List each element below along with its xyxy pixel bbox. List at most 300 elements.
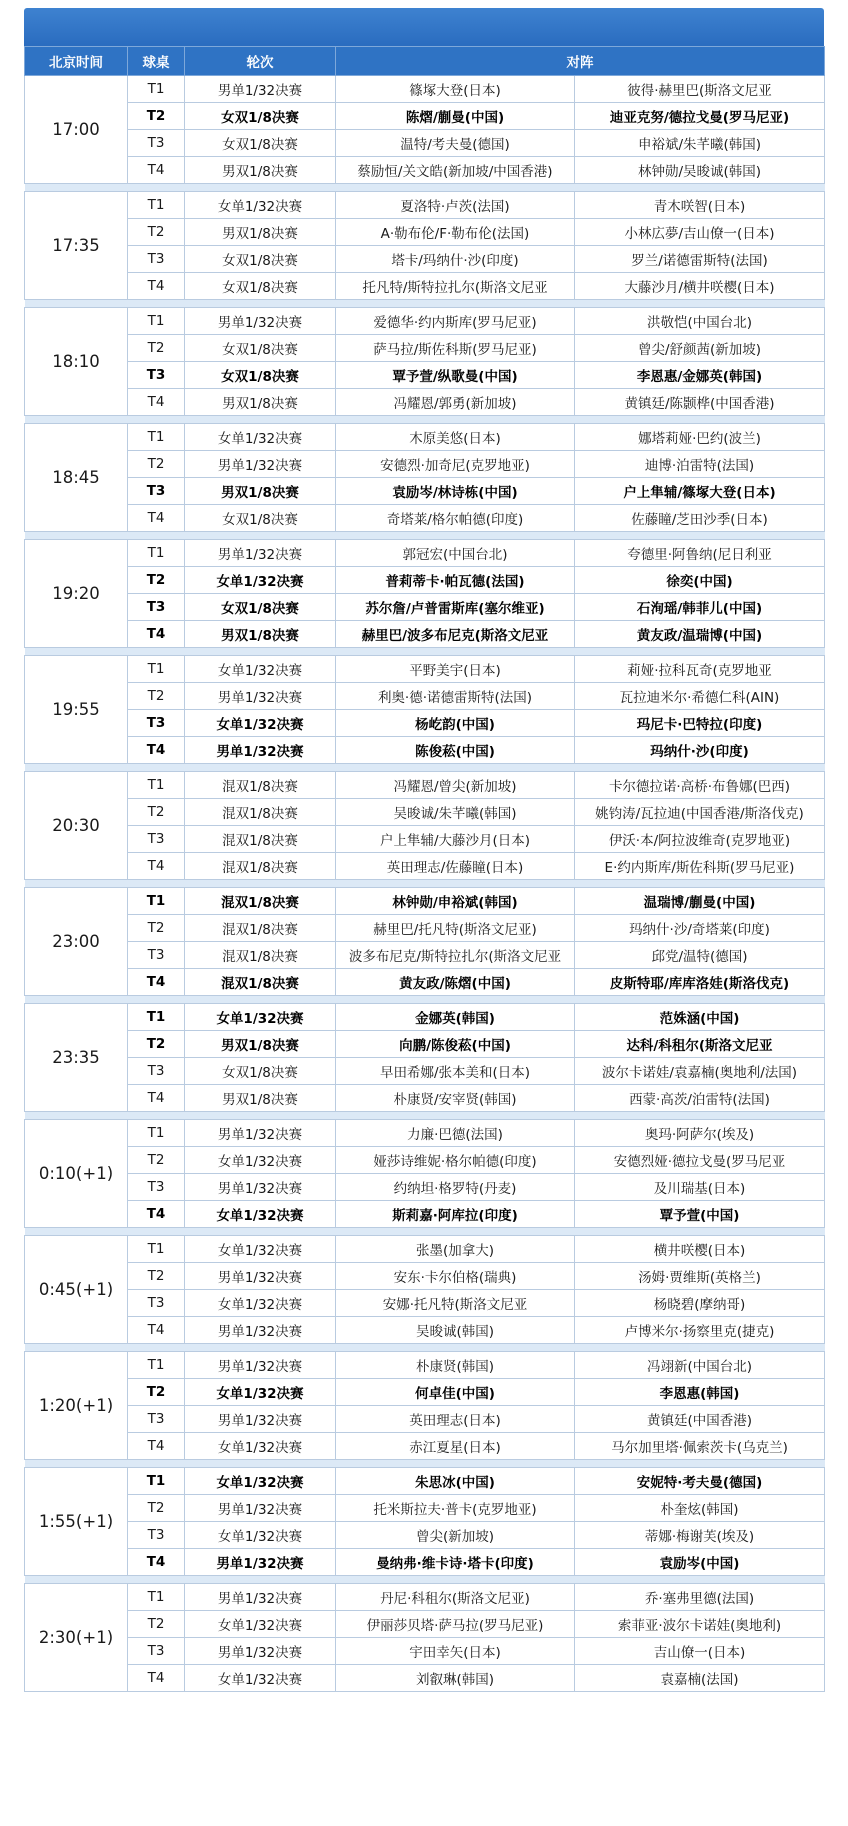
match-row: [25, 853, 825, 880]
player1-cell: 利奥·德·诺德雷斯特(法国): [336, 683, 575, 710]
time-slot: 19:20: [25, 540, 128, 648]
player2-cell: 玛纳什·沙(印度): [575, 737, 825, 764]
player1-cell: 爱德华·约内斯库(罗马尼亚): [336, 308, 575, 335]
player1-cell: 安东·卡尔伯格(瑞典): [336, 1263, 575, 1290]
table-cell: T3: [128, 362, 185, 389]
time-slot: 23:00: [25, 888, 128, 996]
table-cell: T2: [128, 1031, 185, 1058]
round-cell: 男单1/32决赛: [185, 1406, 336, 1433]
match-row: [25, 1174, 825, 1201]
player1-cell: 赫里巴/托凡特(斯洛文尼亚): [336, 915, 575, 942]
match-row: [25, 478, 825, 505]
table-cell: T3: [128, 1638, 185, 1665]
player2-cell: 大藤沙月/横井咲樱(日本): [575, 273, 825, 300]
player2-cell: 冯翊新(中国台北): [575, 1352, 825, 1379]
time-slot: 19:55: [25, 656, 128, 764]
time-slot: 1:55(+1): [25, 1468, 128, 1576]
player2-cell: 索菲亚·波尔卡诺娃(奥地利): [575, 1611, 825, 1638]
time-slot: 2:30(+1): [25, 1584, 128, 1692]
match-row: [25, 1638, 825, 1665]
player2-cell: 玛纳什·沙/奇塔莱(印度): [575, 915, 825, 942]
player2-cell: 娜塔莉娅·巴约(波兰): [575, 424, 825, 451]
block-divider: [25, 300, 825, 308]
schedule-table: [24, 46, 825, 1692]
match-row: [25, 219, 825, 246]
block-divider: [25, 532, 825, 540]
time-slot: 0:45(+1): [25, 1236, 128, 1344]
match-row: [25, 103, 825, 130]
player1-cell: 早田希娜/张本美和(日本): [336, 1058, 575, 1085]
match-row: [25, 308, 825, 335]
table-cell: T1: [128, 308, 185, 335]
table-cell: T3: [128, 710, 185, 737]
player1-cell: 波多布尼克/斯特拉扎尔(斯洛文尼亚: [336, 942, 575, 969]
match-row: [25, 451, 825, 478]
table-cell: T2: [128, 335, 185, 362]
match-row: [25, 1031, 825, 1058]
player1-cell: 朴康贤(韩国): [336, 1352, 575, 1379]
round-cell: 男单1/32决赛: [185, 1549, 336, 1576]
match-row: [25, 1379, 825, 1406]
round-cell: 男单1/32决赛: [185, 683, 336, 710]
round-cell: 女单1/32决赛: [185, 1147, 336, 1174]
table-cell: T3: [128, 594, 185, 621]
player2-cell: 卡尔德拉诺·高桥·布鲁娜(巴西): [575, 772, 825, 799]
round-cell: 女双1/8决赛: [185, 273, 336, 300]
round-cell: 女单1/32决赛: [185, 710, 336, 737]
match-row: [25, 915, 825, 942]
player2-cell: 李恩惠(韩国): [575, 1379, 825, 1406]
round-cell: 混双1/8决赛: [185, 888, 336, 915]
round-cell: 女单1/32决赛: [185, 1290, 336, 1317]
round-cell: 女单1/32决赛: [185, 1522, 336, 1549]
player2-cell: 罗兰/诺德雷斯特(法国): [575, 246, 825, 273]
table-cell: T1: [128, 1352, 185, 1379]
player1-cell: 陈熠/蒯曼(中国): [336, 103, 575, 130]
match-row: [25, 273, 825, 300]
match-row: [25, 1433, 825, 1460]
block-divider: [25, 1344, 825, 1352]
table-cell: T3: [128, 826, 185, 853]
table-cell: T1: [128, 1004, 185, 1031]
player1-cell: 塔卡/玛纳什·沙(印度): [336, 246, 575, 273]
player1-cell: 安娜·托凡特(斯洛文尼亚: [336, 1290, 575, 1317]
player1-cell: 斯莉嘉·阿库拉(印度): [336, 1201, 575, 1228]
table-cell: T4: [128, 273, 185, 300]
table-cell: T2: [128, 1379, 185, 1406]
player1-cell: 宇田幸矢(日本): [336, 1638, 575, 1665]
round-cell: 混双1/8决赛: [185, 915, 336, 942]
player1-cell: 陈俊菘(中国): [336, 737, 575, 764]
header-row: [25, 47, 825, 76]
player1-cell: 温特/考夫曼(德国): [336, 130, 575, 157]
match-row: [25, 1611, 825, 1638]
round-cell: 男单1/32决赛: [185, 1638, 336, 1665]
player1-cell: 苏尔詹/卢普雷斯库(塞尔维亚): [336, 594, 575, 621]
table-cell: T3: [128, 1406, 185, 1433]
player2-cell: 姚钧涛/瓦拉迪(中国香港/斯洛伐克): [575, 799, 825, 826]
player1-cell: 赤江夏星(日本): [336, 1433, 575, 1460]
player1-cell: 普莉蒂卡·帕瓦德(法国): [336, 567, 575, 594]
match-row: [25, 335, 825, 362]
round-cell: 男单1/32决赛: [185, 451, 336, 478]
table-cell: T1: [128, 192, 185, 219]
player2-cell: 黄镇廷(中国香港): [575, 1406, 825, 1433]
player2-cell: 李恩惠/金娜英(韩国): [575, 362, 825, 389]
player1-cell: 伊丽莎贝塔·萨马拉(罗马尼亚): [336, 1611, 575, 1638]
round-cell: 女双1/8决赛: [185, 130, 336, 157]
table-cell: T3: [128, 130, 185, 157]
match-row: [25, 1004, 825, 1031]
match-row: [25, 157, 825, 184]
player2-cell: 西蒙·高茨/泊雷特(法国): [575, 1085, 825, 1112]
player2-cell: 皮斯特耶/库库洛娃(斯洛伐克): [575, 969, 825, 996]
match-row: [25, 594, 825, 621]
table-cell: T1: [128, 1120, 185, 1147]
player1-cell: 向鹏/陈俊菘(中国): [336, 1031, 575, 1058]
player2-cell: 汤姆·贾维斯(英格兰): [575, 1263, 825, 1290]
match-row: [25, 1236, 825, 1263]
player2-cell: 黄镇廷/陈颢桦(中国香港): [575, 389, 825, 416]
time-slot: 0:10(+1): [25, 1120, 128, 1228]
block-divider: [25, 1576, 825, 1584]
table-cell: T2: [128, 1611, 185, 1638]
player2-cell: 及川瑞基(日本): [575, 1174, 825, 1201]
table-cell: T1: [128, 1584, 185, 1611]
table-cell: T3: [128, 1058, 185, 1085]
player1-cell: 木原美悠(日本): [336, 424, 575, 451]
player2-cell: 吉山僚一(日本): [575, 1638, 825, 1665]
player2-cell: 户上隼辅/篠塚大登(日本): [575, 478, 825, 505]
match-row: [25, 1317, 825, 1344]
round-cell: 女单1/32决赛: [185, 1236, 336, 1263]
table-cell: T4: [128, 1665, 185, 1692]
round-cell: 男双1/8决赛: [185, 389, 336, 416]
table-cell: T4: [128, 1201, 185, 1228]
player2-cell: 林钟勋/吴晙诚(韩国): [575, 157, 825, 184]
table-cell: T1: [128, 772, 185, 799]
match-row: [25, 888, 825, 915]
player1-cell: 林钟勋/申裕斌(韩国): [336, 888, 575, 915]
table-cell: T1: [128, 656, 185, 683]
round-cell: 男双1/8决赛: [185, 621, 336, 648]
player2-cell: 伊沃·本/阿拉波维奇(克罗地亚): [575, 826, 825, 853]
schedule-sheet: [24, 8, 824, 1692]
round-cell: 男单1/32决赛: [185, 76, 336, 103]
round-cell: 混双1/8决赛: [185, 969, 336, 996]
match-row: [25, 737, 825, 764]
player1-cell: 力廉·巴德(法国): [336, 1120, 575, 1147]
table-cell: T2: [128, 451, 185, 478]
player1-cell: 英田理志/佐藤瞳(日本): [336, 853, 575, 880]
round-cell: 男双1/8决赛: [185, 1085, 336, 1112]
player1-cell: 篠塚大登(日本): [336, 76, 575, 103]
table-cell: T4: [128, 1085, 185, 1112]
round-cell: 男单1/32决赛: [185, 1317, 336, 1344]
table-cell: T3: [128, 1174, 185, 1201]
player2-cell: 波尔卡诺娃/袁嘉楠(奥地利/法国): [575, 1058, 825, 1085]
match-row: [25, 246, 825, 273]
table-cell: T1: [128, 76, 185, 103]
player1-cell: 约纳坦·格罗特(丹麦): [336, 1174, 575, 1201]
player1-cell: 袁励岑/林诗栋(中国): [336, 478, 575, 505]
player1-cell: 奇塔莱/格尔帕德(印度): [336, 505, 575, 532]
table-cell: T2: [128, 1147, 185, 1174]
player2-cell: 佐藤瞳/芝田沙季(日本): [575, 505, 825, 532]
table-cell: T4: [128, 157, 185, 184]
block-divider: [25, 764, 825, 772]
player1-cell: 丹尼·科租尔(斯洛文尼亚): [336, 1584, 575, 1611]
match-row: [25, 362, 825, 389]
round-cell: 混双1/8决赛: [185, 799, 336, 826]
round-cell: 男单1/32决赛: [185, 1174, 336, 1201]
player1-cell: 杨屹韵(中国): [336, 710, 575, 737]
round-cell: 男单1/32决赛: [185, 737, 336, 764]
player1-cell: 黄友政/陈熠(中国): [336, 969, 575, 996]
time-slot: 18:45: [25, 424, 128, 532]
player2-cell: 横井咲樱(日本): [575, 1236, 825, 1263]
round-cell: 女单1/32决赛: [185, 567, 336, 594]
table-cell: T2: [128, 799, 185, 826]
round-cell: 男单1/32决赛: [185, 1584, 336, 1611]
table-cell: T4: [128, 389, 185, 416]
round-cell: 女单1/32决赛: [185, 656, 336, 683]
player1-cell: 冯耀恩/曾尖(新加坡): [336, 772, 575, 799]
table-cell: T3: [128, 1290, 185, 1317]
round-cell: 女单1/32决赛: [185, 1201, 336, 1228]
table-cell: T4: [128, 505, 185, 532]
time-slot: 17:35: [25, 192, 128, 300]
match-row: [25, 1352, 825, 1379]
player2-cell: 石洵瑶/韩菲儿(中国): [575, 594, 825, 621]
player2-cell: 小林広夢/吉山僚一(日本): [575, 219, 825, 246]
round-cell: 男双1/8决赛: [185, 478, 336, 505]
block-divider: [25, 996, 825, 1004]
table-cell: T4: [128, 969, 185, 996]
table-cell: T4: [128, 737, 185, 764]
player2-cell: 安妮特·考夫曼(德国): [575, 1468, 825, 1495]
table-cell: T3: [128, 478, 185, 505]
player1-cell: 何卓佳(中国): [336, 1379, 575, 1406]
round-cell: 女单1/32决赛: [185, 1665, 336, 1692]
match-row: [25, 1665, 825, 1692]
player1-cell: 托凡特/斯特拉扎尔(斯洛文尼亚: [336, 273, 575, 300]
player2-cell: 杨晓碧(摩纳哥): [575, 1290, 825, 1317]
match-row: [25, 567, 825, 594]
header-time: 北京时间: [25, 47, 128, 76]
round-cell: 混双1/8决赛: [185, 772, 336, 799]
match-row: [25, 389, 825, 416]
match-row: [25, 772, 825, 799]
player1-cell: 冯耀恩/郭勇(新加坡): [336, 389, 575, 416]
round-cell: 女双1/8决赛: [185, 103, 336, 130]
player1-cell: 覃予萱/纵歌曼(中国): [336, 362, 575, 389]
match-row: [25, 1290, 825, 1317]
match-row: [25, 1468, 825, 1495]
player2-cell: 覃予萱(中国): [575, 1201, 825, 1228]
player1-cell: A·勒布伦/F·勒布伦(法国): [336, 219, 575, 246]
player2-cell: 袁嘉楠(法国): [575, 1665, 825, 1692]
block-divider: [25, 1460, 825, 1468]
time-slot: 20:30: [25, 772, 128, 880]
match-row: [25, 1201, 825, 1228]
table-cell: T1: [128, 424, 185, 451]
round-cell: 女单1/32决赛: [185, 1004, 336, 1031]
round-cell: 女双1/8决赛: [185, 594, 336, 621]
match-row: [25, 1522, 825, 1549]
header-match: 对阵: [336, 47, 825, 76]
player2-cell: 迪亚克努/德拉戈曼(罗马尼亚): [575, 103, 825, 130]
round-cell: 男单1/32决赛: [185, 1495, 336, 1522]
table-cell: T4: [128, 853, 185, 880]
match-row: [25, 192, 825, 219]
player2-cell: 黄友政/温瑞博(中国): [575, 621, 825, 648]
player1-cell: 张墨(加拿大): [336, 1236, 575, 1263]
round-cell: 男单1/32决赛: [185, 308, 336, 335]
player1-cell: 萨马拉/斯佐科斯(罗马尼亚): [336, 335, 575, 362]
player2-cell: 青木咲智(日本): [575, 192, 825, 219]
round-cell: 男双1/8决赛: [185, 219, 336, 246]
match-row: [25, 1147, 825, 1174]
round-cell: 男单1/32决赛: [185, 1263, 336, 1290]
block-divider: [25, 1112, 825, 1120]
time-slot: 1:20(+1): [25, 1352, 128, 1460]
round-cell: 女双1/8决赛: [185, 335, 336, 362]
player2-cell: 莉娅·拉科瓦奇(克罗地亚: [575, 656, 825, 683]
table-cell: T4: [128, 1317, 185, 1344]
match-row: [25, 656, 825, 683]
table-cell: T2: [128, 1495, 185, 1522]
player2-cell: 洪敬恺(中国台北): [575, 308, 825, 335]
player2-cell: 彼得·赫里巴(斯洛文尼亚: [575, 76, 825, 103]
player2-cell: 玛尼卡·巴特拉(印度): [575, 710, 825, 737]
match-row: [25, 1549, 825, 1576]
block-divider: [25, 416, 825, 424]
player2-cell: 申裕斌/朱芊曦(韩国): [575, 130, 825, 157]
player1-cell: 朱思冰(中国): [336, 1468, 575, 1495]
round-cell: 女单1/32决赛: [185, 192, 336, 219]
match-row: [25, 1263, 825, 1290]
player2-cell: 徐奕(中国): [575, 567, 825, 594]
player1-cell: 夏洛特·卢茨(法国): [336, 192, 575, 219]
round-cell: 女单1/32决赛: [185, 424, 336, 451]
player1-cell: 吴晙诚(韩国): [336, 1317, 575, 1344]
player1-cell: 娅莎诗维妮·格尔帕德(印度): [336, 1147, 575, 1174]
match-row: [25, 799, 825, 826]
player2-cell: 安德烈娅·德拉戈曼(罗马尼亚: [575, 1147, 825, 1174]
player2-cell: 瓦拉迪米尔·希德仁科(AIN): [575, 683, 825, 710]
round-cell: 男单1/32决赛: [185, 540, 336, 567]
table-cell: T1: [128, 1468, 185, 1495]
table-cell: T2: [128, 683, 185, 710]
round-cell: 女双1/8决赛: [185, 362, 336, 389]
match-row: [25, 1120, 825, 1147]
time-slot: 17:00: [25, 76, 128, 184]
round-cell: 女双1/8决赛: [185, 1058, 336, 1085]
match-row: [25, 1085, 825, 1112]
table-cell: T2: [128, 915, 185, 942]
block-divider: [25, 880, 825, 888]
player1-cell: 吴晙诚/朱芊曦(韩国): [336, 799, 575, 826]
round-cell: 男单1/32决赛: [185, 1120, 336, 1147]
table-cell: T4: [128, 621, 185, 648]
table-cell: T4: [128, 1433, 185, 1460]
round-cell: 女单1/32决赛: [185, 1379, 336, 1406]
block-divider: [25, 184, 825, 192]
match-row: [25, 710, 825, 737]
match-row: [25, 1058, 825, 1085]
table-cell: T2: [128, 219, 185, 246]
match-row: [25, 969, 825, 996]
round-cell: 女双1/8决赛: [185, 505, 336, 532]
player1-cell: 英田理志(日本): [336, 1406, 575, 1433]
player2-cell: 范姝涵(中国): [575, 1004, 825, 1031]
table-cell: T3: [128, 1522, 185, 1549]
player2-cell: 迪博·泊雷特(法国): [575, 451, 825, 478]
match-row: [25, 942, 825, 969]
round-cell: 女单1/32决赛: [185, 1468, 336, 1495]
table-cell: T2: [128, 103, 185, 130]
round-cell: 混双1/8决赛: [185, 853, 336, 880]
round-cell: 混双1/8决赛: [185, 942, 336, 969]
block-divider: [25, 648, 825, 656]
player1-cell: 户上隼辅/大藤沙月(日本): [336, 826, 575, 853]
player1-cell: 平野美宇(日本): [336, 656, 575, 683]
match-row: [25, 540, 825, 567]
time-slot: 18:10: [25, 308, 128, 416]
player2-cell: 曾尖/舒颜茜(新加坡): [575, 335, 825, 362]
player2-cell: 马尔加里塔·佩索茨卡(乌克兰): [575, 1433, 825, 1460]
player1-cell: 曾尖(新加坡): [336, 1522, 575, 1549]
table-cell: T2: [128, 567, 185, 594]
table-cell: T1: [128, 888, 185, 915]
player1-cell: 安德烈·加奇尼(克罗地亚): [336, 451, 575, 478]
match-row: [25, 826, 825, 853]
player1-cell: 赫里巴/波多布尼克(斯洛文尼亚: [336, 621, 575, 648]
player1-cell: 曼纳弗·维卡诗·塔卡(印度): [336, 1549, 575, 1576]
round-cell: 混双1/8决赛: [185, 826, 336, 853]
player1-cell: 蔡励恒/关文皓(新加坡/中国香港): [336, 157, 575, 184]
table-cell: T1: [128, 540, 185, 567]
player1-cell: 托米斯拉夫·普卡(克罗地亚): [336, 1495, 575, 1522]
round-cell: 男单1/32决赛: [185, 1352, 336, 1379]
match-row: [25, 621, 825, 648]
header-table: 球桌: [128, 47, 185, 76]
player2-cell: 奥玛·阿萨尔(埃及): [575, 1120, 825, 1147]
match-row: [25, 1584, 825, 1611]
header-round: 轮次: [185, 47, 336, 76]
schedule-body: [25, 76, 825, 1692]
round-cell: 女单1/32决赛: [185, 1433, 336, 1460]
time-slot: 23:35: [25, 1004, 128, 1112]
banner: [24, 8, 824, 46]
player1-cell: 刘叡琳(韩国): [336, 1665, 575, 1692]
round-cell: 女双1/8决赛: [185, 246, 336, 273]
table-cell: T4: [128, 1549, 185, 1576]
player2-cell: E·约内斯库/斯佐科斯(罗马尼亚): [575, 853, 825, 880]
round-cell: 女单1/32决赛: [185, 1611, 336, 1638]
block-divider: [25, 1228, 825, 1236]
match-row: [25, 505, 825, 532]
player2-cell: 邱党/温特(德国): [575, 942, 825, 969]
round-cell: 男双1/8决赛: [185, 157, 336, 184]
round-cell: 男双1/8决赛: [185, 1031, 336, 1058]
player1-cell: 金娜英(韩国): [336, 1004, 575, 1031]
player2-cell: 朴奎炫(韩国): [575, 1495, 825, 1522]
player2-cell: 蒂娜·梅谢芙(埃及): [575, 1522, 825, 1549]
player2-cell: 袁励岑(中国): [575, 1549, 825, 1576]
match-row: [25, 424, 825, 451]
